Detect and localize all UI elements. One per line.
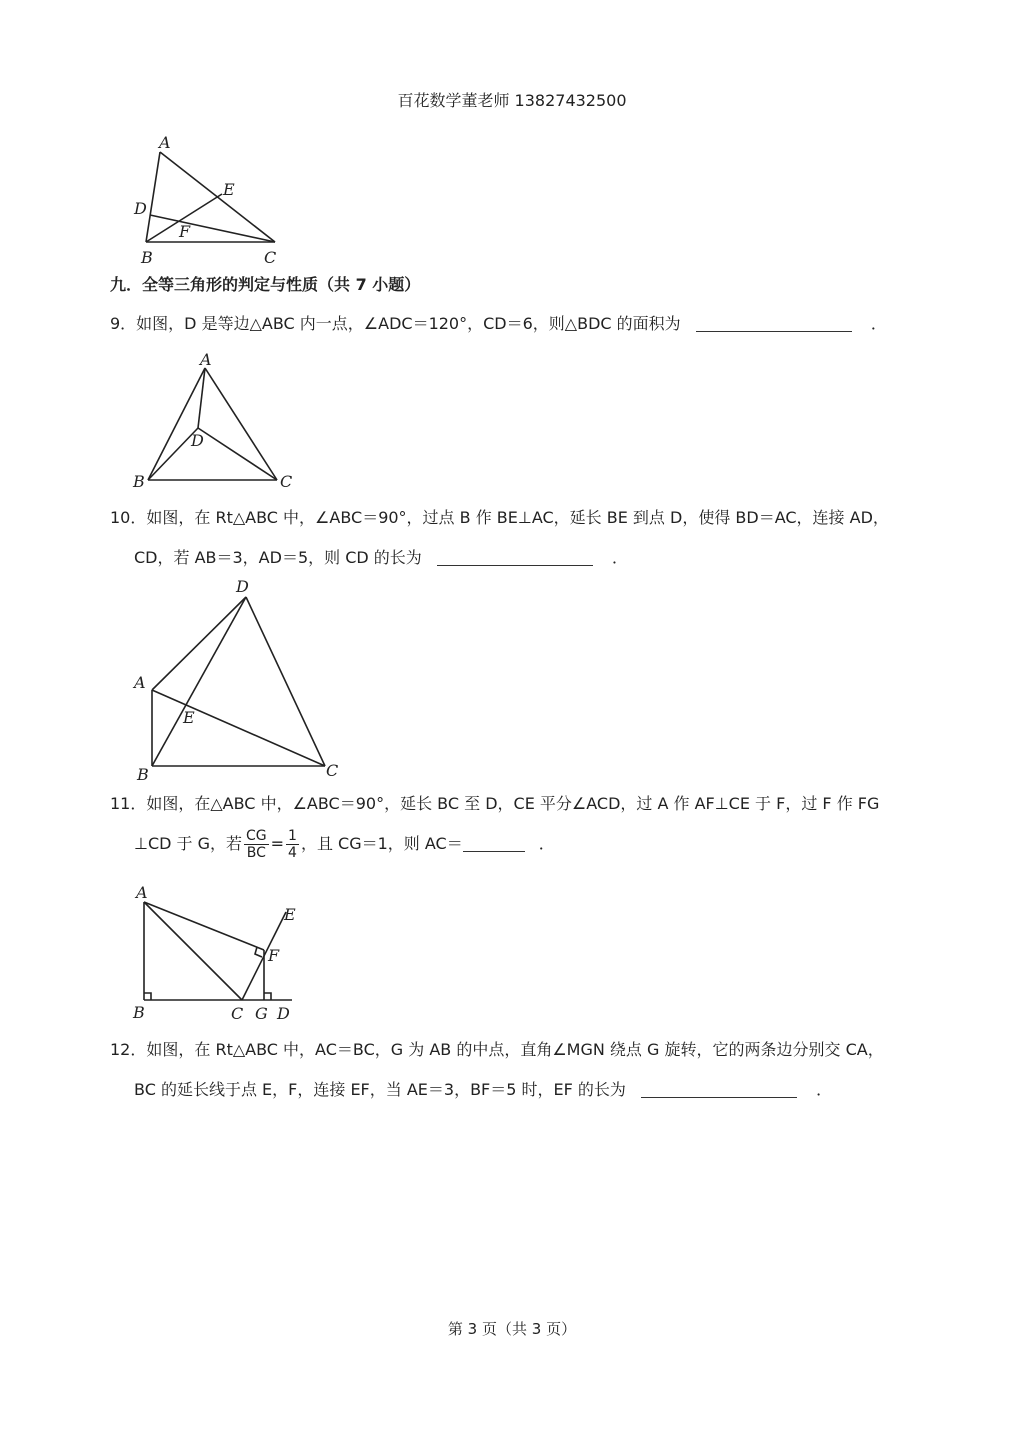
question-11-end: ． (538, 834, 555, 853)
fraction-one-quarter-denominator: 4 (288, 845, 297, 861)
fig11-label-b: B (133, 1003, 145, 1022)
fig8-label-c: C (264, 248, 277, 267)
page-footer: 第 3 页（共 3 页） (447, 1320, 577, 1338)
question-9-end: ． (870, 314, 887, 333)
fig10-label-a: A (134, 673, 146, 692)
fraction-cg-over-bc-denominator: BC (246, 845, 266, 861)
fraction-cg-over-bc-numerator: CG (246, 828, 267, 844)
fig10-label-e: E (183, 708, 195, 727)
answer-blank-12[interactable] (641, 1081, 797, 1098)
question-12-line-1: 12．如图，在 Rt△ABC 中，AC＝BC，G 为 AB 的中点，直角∠MGN 绕点 G 旋转，它的两条边分别交 CA， (110, 1040, 884, 1059)
fig11-label-f: F (268, 946, 280, 965)
fig9-label-b: B (133, 472, 145, 491)
question-11-text-a: ⊥CD 于 G，若 (134, 834, 243, 853)
question-11-line-1: 11．如图，在△ABC 中，∠ABC＝90°，延长 BC 至 D，CE 平分∠ACD，过 A 作 AF⊥CE 于 F，过 F 作 FG (110, 794, 880, 813)
section-title: 九．全等三角形的判定与性质（共 7 小题） (110, 275, 421, 294)
fig11-label-d: D (277, 1004, 290, 1023)
fig8-label-a: A (159, 133, 171, 152)
fig8-label-e: E (223, 180, 235, 199)
fig10-label-d: D (236, 577, 249, 596)
fig11-label-a: A (136, 883, 148, 902)
question-12-end: ． (816, 1080, 833, 1099)
fig9-label-d: D (191, 431, 204, 450)
fig8-label-f: F (179, 222, 191, 241)
fraction-one-quarter-numerator: 1 (288, 828, 297, 844)
fig11-label-e: E (284, 905, 296, 924)
fig10-label-c: C (326, 761, 339, 780)
equals-sign: = (270, 834, 285, 853)
fig10-label-b: B (137, 765, 149, 784)
question-11-text-b: ，且 CG＝1，则 AC＝ (300, 834, 463, 853)
fig11-label-g: G (255, 1004, 268, 1023)
question-10-line-1: 10．如图，在 Rt△ABC 中，∠ABC＝90°，过点 B 作 BE⊥AC，延长 BE 到点 D，使得 BD＝AC，连接 AD， (110, 508, 889, 527)
question-9-text: 9．如图，D 是等边△ABC 内一点，∠ADC＝120°，CD＝6，则△BDC 的面积为 (110, 314, 681, 333)
question-10-text: CD，若 AB＝3，AD＝5，则 CD 的长为 (134, 548, 422, 567)
fig9-label-a: A (200, 350, 212, 369)
fig8-label-b: B (141, 248, 153, 267)
question-12-line-2 (134, 1080, 832, 1100)
fig9-label-c: C (280, 472, 293, 491)
fig11-label-c: C (231, 1004, 244, 1023)
question-12-text: BC 的延长线于点 E，F，连接 EF，当 AE＝3，BF＝5 时，EF 的长为 (134, 1080, 626, 1099)
question-10-end: ． (611, 548, 628, 567)
fig8-label-d: D (134, 199, 147, 218)
page-header: 百花数学董老师 13827432500 (397, 91, 627, 110)
